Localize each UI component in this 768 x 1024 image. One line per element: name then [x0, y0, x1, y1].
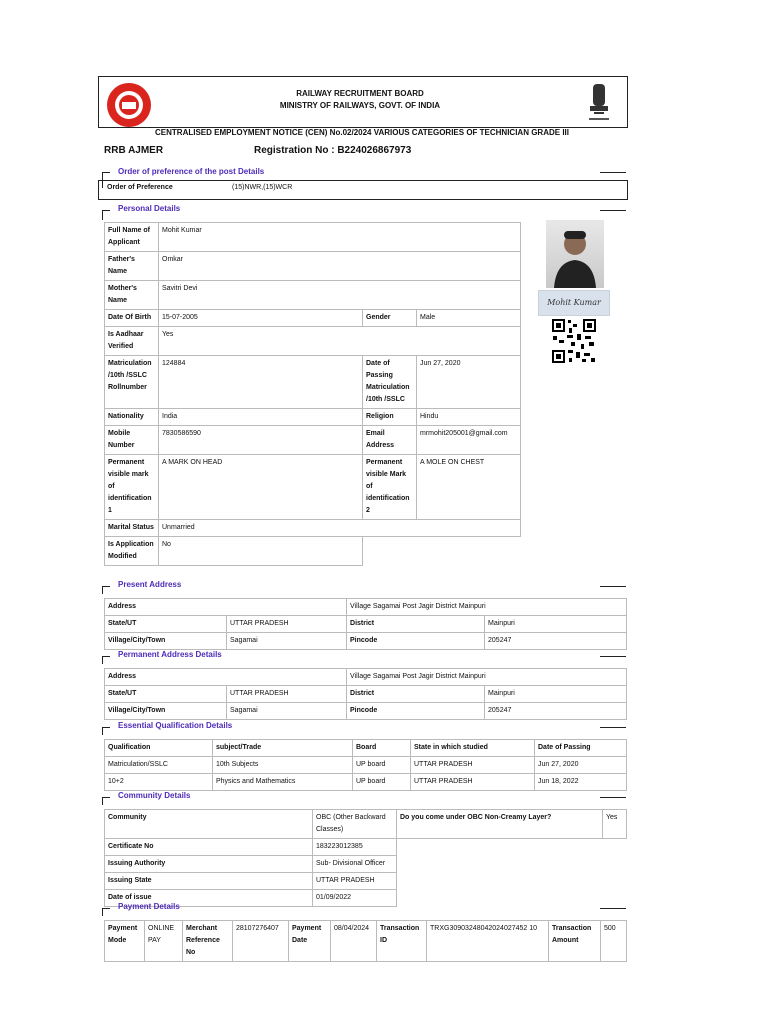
empty-cell	[397, 839, 627, 907]
label-cell: Is Aadhaar Verified	[105, 327, 159, 356]
label-cell: Transaction ID	[377, 921, 427, 962]
preference-box	[98, 180, 628, 200]
table-row	[105, 455, 521, 520]
label-cell: Village/City/Town	[105, 703, 227, 720]
column-header: subject/Trade	[213, 740, 353, 757]
pincode-value: 205247	[485, 703, 627, 720]
person-photo-icon	[546, 220, 604, 288]
marital-value: Unmarried	[159, 520, 521, 537]
label-cell: Address	[105, 599, 347, 616]
label-cell: Permanent visible mark of identification 1	[105, 455, 159, 520]
table-cell: UTTAR PRADESH	[411, 757, 535, 774]
label-cell: Transaction Amount	[549, 921, 601, 962]
religion-value: Hindu	[417, 409, 521, 426]
table-cell: Matriculation/SSLC	[105, 757, 213, 774]
permanent-address-table	[104, 668, 627, 720]
applicant-photo	[546, 220, 604, 288]
dop-value: Jun 27, 2020	[417, 356, 521, 409]
section-line	[102, 797, 110, 798]
section-bracket	[102, 727, 103, 735]
label-cell: Mobile Number	[105, 426, 159, 455]
table-row	[105, 839, 627, 856]
ncl-value: Yes	[603, 810, 627, 839]
matric-value: 124884	[159, 356, 363, 409]
section-line	[102, 727, 110, 728]
transaction-id-value: TRXG30903248042024027452 10	[427, 921, 549, 962]
label-cell: State/UT	[105, 616, 227, 633]
section-line	[600, 586, 626, 587]
table-cell: UP board	[353, 774, 411, 791]
section-bracket	[102, 210, 103, 220]
pincode-value: 205247	[485, 633, 627, 650]
label-cell: Issuing Authority	[105, 856, 313, 873]
table-cell: Jun 27, 2020	[535, 757, 627, 774]
transaction-amount-value: 500	[601, 921, 627, 962]
label-cell: Payment Mode	[105, 921, 145, 962]
label-cell: Email Address	[363, 426, 417, 455]
section-title-present-address: Present Address	[118, 580, 182, 589]
label-cell: Payment Date	[289, 921, 331, 962]
section-bracket	[102, 797, 103, 805]
table-row	[105, 599, 627, 616]
payment-table	[104, 920, 627, 962]
table-row	[105, 223, 521, 252]
authority-value: Sub- Divisional Officer	[313, 856, 397, 873]
table-cell: UTTAR PRADESH	[411, 774, 535, 791]
label-cell: Full Name of Applicant	[105, 223, 159, 252]
applicant-signature: Mohit Kumar	[538, 290, 610, 316]
present-address-table	[104, 598, 627, 650]
payment-date-value: 08/04/2024	[331, 921, 377, 962]
label-cell: Do you come under OBC Non-Creamy Layer?	[397, 810, 603, 839]
mother-name-value: Savitri Devi	[159, 281, 521, 310]
label-cell: Date Of Birth	[105, 310, 159, 327]
preference-value: (15)NWR,(15)WCR	[232, 184, 293, 191]
label-cell: Gender	[363, 310, 417, 327]
label-cell: Village/City/Town	[105, 633, 227, 650]
label-cell: Is Application Modified	[105, 537, 159, 566]
label-cell: Nationality	[105, 409, 159, 426]
label-cell: Issuing State	[105, 873, 313, 890]
section-title-permanent-address: Permanent Address Details	[118, 650, 222, 659]
label-cell: Marital Status	[105, 520, 159, 537]
village-value: Sagamai	[227, 703, 347, 720]
table-row	[105, 252, 521, 281]
table-row	[105, 520, 521, 537]
rrb-name: RRB AJMER	[104, 145, 164, 156]
table-row	[105, 356, 521, 409]
table-row	[105, 669, 627, 686]
table-row	[105, 537, 521, 566]
column-header: Qualification	[105, 740, 213, 757]
section-line	[102, 656, 110, 657]
label-cell: Permanent visible Mark of identification 2	[363, 455, 417, 520]
section-title-preference: Order of preference of the post Details	[118, 167, 265, 176]
label-cell: Pincode	[347, 703, 485, 720]
section-line	[600, 727, 626, 728]
father-name-value: Omkar	[159, 252, 521, 281]
section-line	[102, 210, 110, 211]
section-bracket	[102, 908, 103, 916]
dob-value: 15-07-2005	[159, 310, 363, 327]
section-title-community: Community Details	[118, 791, 191, 800]
personal-details-table	[104, 222, 521, 566]
gender-value: Male	[417, 310, 521, 327]
preference-label: Order of Preference	[107, 184, 173, 191]
email-value: mrmohit205001@gmail.com	[417, 426, 521, 455]
modified-value: No	[159, 537, 363, 566]
table-row	[105, 757, 627, 774]
registration-number: Registration No : B224026867973	[254, 145, 412, 156]
district-value: Mainpuri	[485, 686, 627, 703]
table-row	[105, 703, 627, 720]
table-row	[105, 310, 521, 327]
section-bracket	[102, 586, 103, 594]
railway-logo-icon	[106, 82, 152, 128]
section-line	[600, 908, 626, 909]
table-cell: Physics and Mathematics	[213, 774, 353, 791]
section-line	[102, 908, 110, 909]
section-title-qualification: Essential Qualification Details	[118, 721, 233, 730]
label-cell: Date of issue	[105, 890, 313, 907]
qr-code-icon	[551, 318, 597, 364]
label-cell: Address	[105, 669, 347, 686]
label-cell: Date of Passing Matriculation /10th /SSLC	[363, 356, 417, 409]
table-row	[105, 774, 627, 791]
section-line	[600, 656, 626, 657]
full-name-value: Mohit Kumar	[159, 223, 521, 252]
community-value: OBC (Other Backward Classes)	[313, 810, 397, 839]
certificate-value: 183223012385	[313, 839, 397, 856]
table-row	[105, 327, 521, 356]
label-cell: District	[347, 616, 485, 633]
table-row	[105, 921, 627, 962]
section-line	[102, 586, 110, 587]
aadhaar-value: Yes	[159, 327, 521, 356]
national-emblem-icon	[585, 80, 613, 124]
table-row	[105, 616, 627, 633]
org-line-1: RAILWAY RECRUITMENT BOARD	[296, 89, 424, 98]
empty-cell	[363, 537, 521, 566]
address-value: Village Sagamai Post Jagir District Mainpuri	[347, 669, 627, 686]
state-value: UTTAR PRADESH	[227, 686, 347, 703]
issuing-state-value: UTTAR PRADESH	[313, 873, 397, 890]
column-header: State in which studied	[411, 740, 535, 757]
qualification-table	[104, 739, 627, 791]
table-row	[105, 409, 521, 426]
mobile-value: 7830586590	[159, 426, 363, 455]
nationality-value: India	[159, 409, 363, 426]
table-row	[105, 426, 521, 455]
label-cell: Community	[105, 810, 313, 839]
table-cell: Jun 18, 2022	[535, 774, 627, 791]
issue-date-value: 01/09/2022	[313, 890, 397, 907]
section-title-payment: Payment Details	[118, 902, 180, 911]
label-cell: Religion	[363, 409, 417, 426]
label-cell: Pincode	[347, 633, 485, 650]
section-bracket	[102, 656, 103, 664]
header-title	[160, 88, 560, 112]
column-header: Board	[353, 740, 411, 757]
table-header-row	[105, 740, 627, 757]
column-header: Date of Passing	[535, 740, 627, 757]
cen-title: CENTRALISED EMPLOYMENT NOTICE (CEN) No.02/2024 VARIOUS CATEGORIES OF TECHNICIAN GRADE III	[155, 128, 569, 137]
table-row	[105, 686, 627, 703]
village-value: Sagamai	[227, 633, 347, 650]
section-line	[600, 172, 626, 173]
section-line	[600, 210, 626, 211]
table-row	[105, 810, 627, 839]
district-value: Mainpuri	[485, 616, 627, 633]
community-table	[104, 809, 627, 907]
label-cell: District	[347, 686, 485, 703]
label-cell: Mother's Name	[105, 281, 159, 310]
label-cell: Merchant Reference No	[183, 921, 233, 962]
merchant-reference-value: 28107276407	[233, 921, 289, 962]
mark2-value: A MOLE ON CHEST	[417, 455, 521, 520]
org-line-2: MINISTRY OF RAILWAYS, GOVT. OF INDIA	[279, 101, 441, 110]
label-cell: Certificate No	[105, 839, 313, 856]
table-row	[105, 281, 521, 310]
payment-mode-value: ONLINE PAY	[145, 921, 183, 962]
section-line	[600, 797, 626, 798]
address-value: Village Sagamai Post Jagir District Mainpuri	[347, 599, 627, 616]
section-title-personal: Personal Details	[118, 204, 181, 213]
label-cell: Father's Name	[105, 252, 159, 281]
state-value: UTTAR PRADESH	[227, 616, 347, 633]
label-cell: State/UT	[105, 686, 227, 703]
table-cell: 10+2	[105, 774, 213, 791]
section-line	[102, 172, 110, 173]
mark1-value: A MARK ON HEAD	[159, 455, 363, 520]
table-cell: UP board	[353, 757, 411, 774]
label-cell: Matriculation /10th /SSLC Rollnumber	[105, 356, 159, 409]
table-row	[105, 633, 627, 650]
table-cell: 10th Subjects	[213, 757, 353, 774]
